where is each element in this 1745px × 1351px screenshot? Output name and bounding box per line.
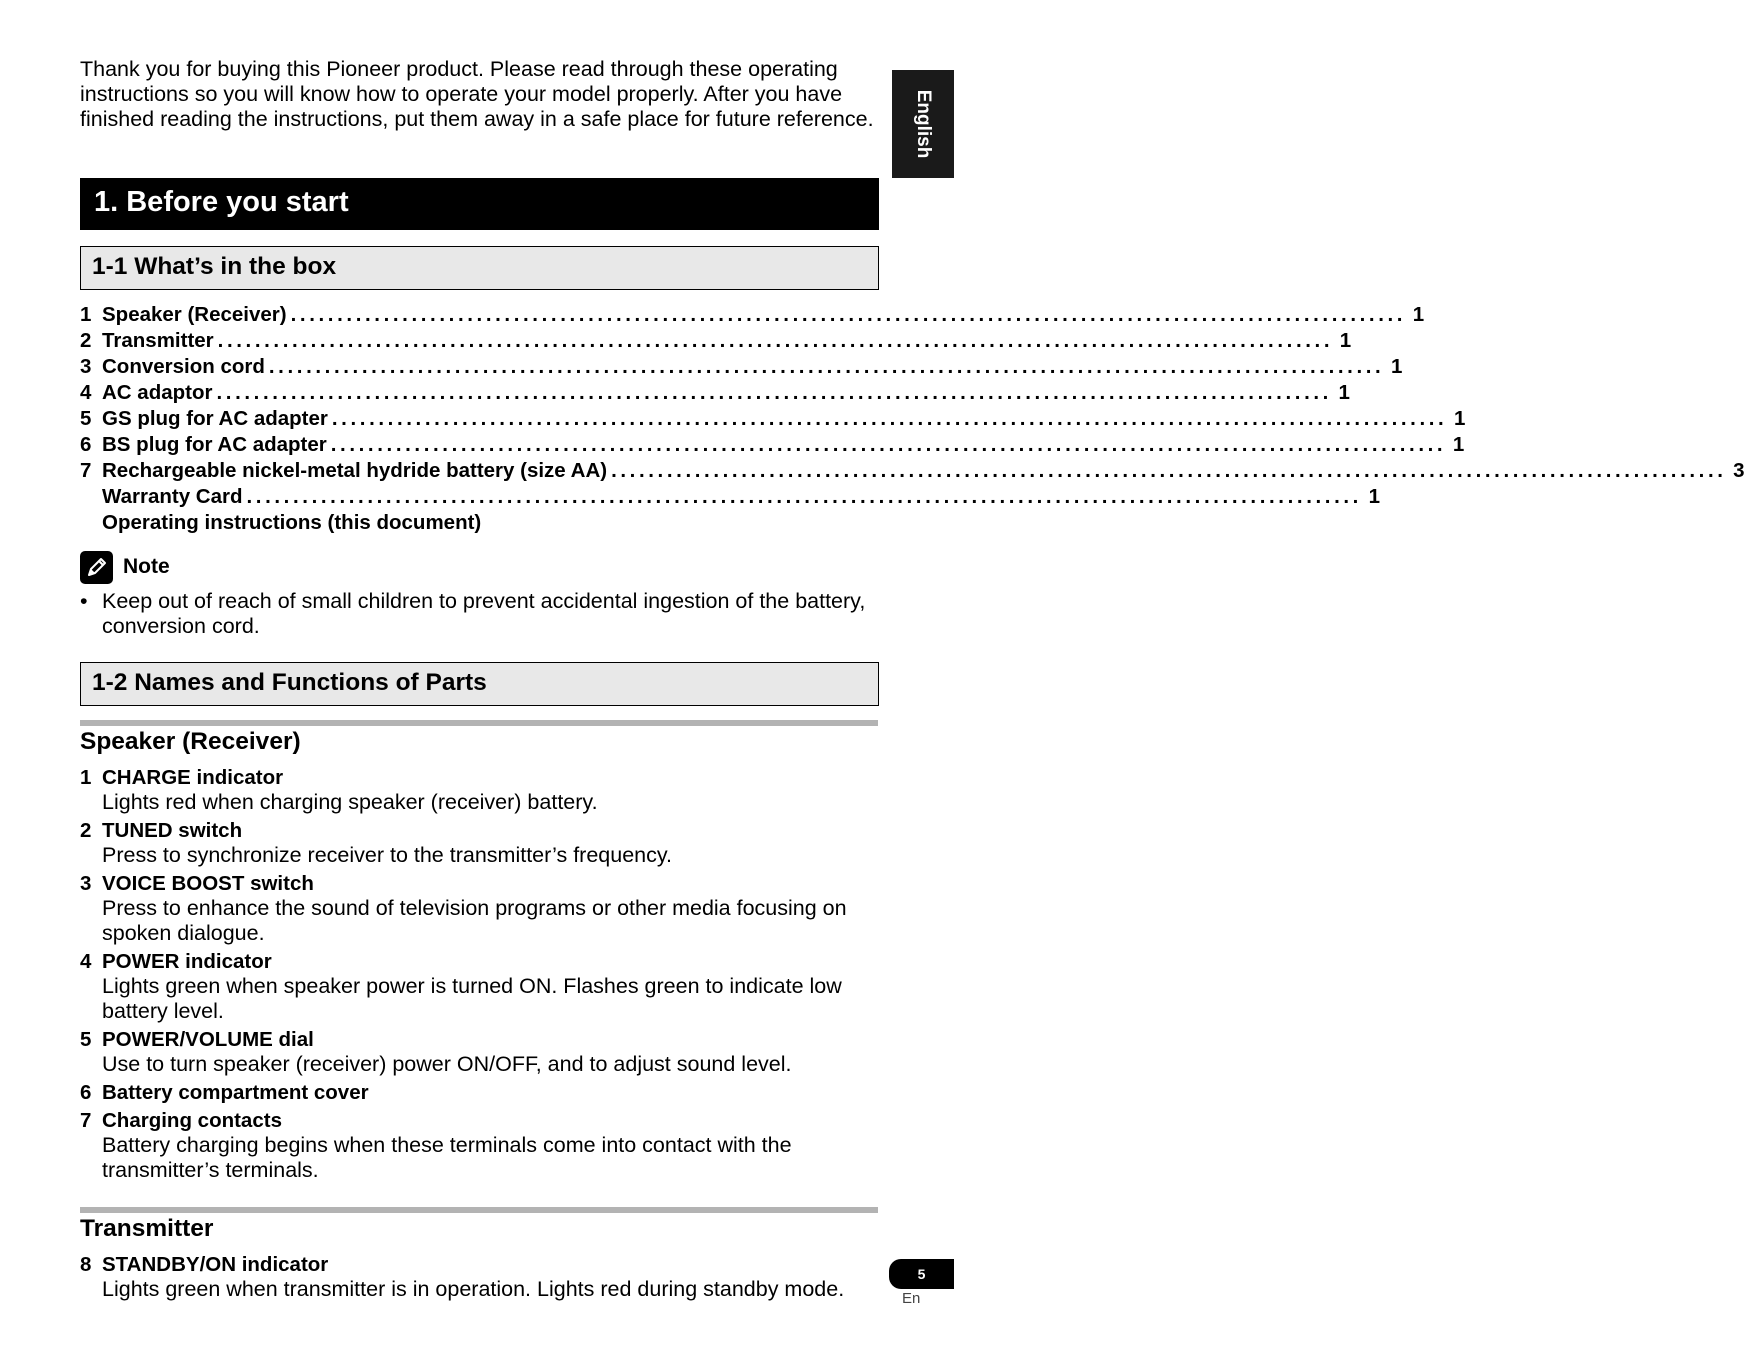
section-title-box-contents: 1-1 What’s in the box bbox=[80, 246, 879, 290]
box-item bbox=[80, 354, 1403, 380]
box-item-number: 6 bbox=[80, 433, 92, 456]
divider-rule bbox=[80, 720, 878, 726]
box-contents-list bbox=[80, 302, 1745, 536]
part-item bbox=[80, 871, 880, 946]
part-description: Lights green when speaker power is turned ON. Flashes green to indicate low battery level. bbox=[102, 974, 842, 1023]
box-item bbox=[80, 406, 1466, 432]
part-title: Battery compartment cover bbox=[102, 1081, 369, 1104]
box-item-number: 4 bbox=[80, 381, 92, 404]
part-title: CHARGE indicator bbox=[102, 766, 284, 789]
part-description: Lights green when transmitter is in operation. Lights red during standby mode. bbox=[102, 1277, 845, 1301]
box-item-number bbox=[80, 484, 102, 510]
box-item-quantity: 3 bbox=[1733, 459, 1745, 482]
box-item-quantity: 1 bbox=[1412, 303, 1425, 326]
part-number: 8 bbox=[80, 1253, 92, 1276]
language-tab bbox=[892, 70, 954, 178]
transmitter-heading: Transmitter bbox=[80, 1215, 214, 1242]
part-title: STANDBY/ON indicator bbox=[102, 1253, 329, 1276]
speaker-heading: Speaker (Receiver) bbox=[80, 728, 301, 755]
part-number: 1 bbox=[80, 766, 92, 789]
chapter-title: 1. Before you start bbox=[80, 178, 879, 230]
leader-dots: ........................................................................................................................ bbox=[611, 459, 1727, 482]
box-item-name: Rechargeable nickel-metal hydride battery (size AA) bbox=[102, 459, 608, 482]
box-item-name: Conversion cord bbox=[102, 355, 265, 378]
part-item bbox=[80, 765, 880, 815]
note-label: Note bbox=[123, 555, 170, 578]
part-title: TUNED switch bbox=[102, 819, 243, 842]
leader-dots: ........................................................................................................................ bbox=[330, 433, 1447, 456]
leader-dots: ........................................................................................................................ bbox=[246, 485, 1362, 508]
part-number: 7 bbox=[80, 1109, 92, 1132]
part-title: POWER/VOLUME dial bbox=[102, 1028, 314, 1051]
box-item bbox=[80, 302, 1425, 328]
leader-dots: ........................................................................................................................ bbox=[216, 381, 1332, 404]
box-item-quantity: 1 bbox=[1453, 407, 1466, 430]
box-item-number: 1 bbox=[80, 303, 92, 326]
part-item bbox=[80, 1252, 880, 1302]
language-tab-label: English bbox=[913, 89, 934, 159]
part-item bbox=[80, 1027, 880, 1077]
box-item-quantity: 1 bbox=[1338, 381, 1350, 404]
part-description: Press to synchronize receiver to the transmitter’s frequency. bbox=[102, 843, 672, 867]
pencil-icon bbox=[80, 551, 113, 584]
part-description: Battery charging begins when these terminals come into contact with the transmitter’s terminals. bbox=[102, 1133, 792, 1182]
part-item bbox=[80, 1080, 880, 1105]
part-item bbox=[80, 1108, 880, 1183]
box-item-name: Operating instructions (this document) bbox=[102, 511, 482, 534]
part-number: 2 bbox=[80, 819, 92, 842]
note-text-block bbox=[80, 589, 870, 639]
box-item-quantity: 1 bbox=[1390, 355, 1403, 378]
divider-rule bbox=[80, 1207, 878, 1213]
intro-paragraph: Thank you for buying this Pioneer product. Please read through these operating instructions so you will know how to operate your model properly. After you have finished reading the instructions, put them away in a safe place for future reference. bbox=[80, 57, 874, 131]
box-item-number bbox=[80, 510, 102, 536]
box-item-name: GS plug for AC adapter bbox=[102, 407, 328, 430]
box-item-number: 7 bbox=[80, 459, 92, 482]
speaker-parts-list bbox=[80, 765, 880, 1186]
box-item-quantity: 1 bbox=[1452, 433, 1465, 456]
box-item bbox=[80, 484, 1380, 510]
box-item bbox=[80, 328, 1352, 354]
page-number: 5 bbox=[889, 1259, 954, 1289]
box-item-name: Warranty Card bbox=[102, 485, 243, 508]
leader-dots: ........................................................................................................................ bbox=[217, 329, 1334, 352]
box-item bbox=[80, 380, 1350, 406]
part-number: 4 bbox=[80, 950, 92, 973]
part-number: 3 bbox=[80, 872, 92, 895]
part-number: 5 bbox=[80, 1028, 92, 1051]
note-heading bbox=[80, 550, 170, 584]
part-item bbox=[80, 949, 880, 1024]
section-title-parts: 1-2 Names and Functions of Parts bbox=[80, 662, 879, 706]
leader-dots: ........................................................................................................................ bbox=[290, 303, 1407, 326]
part-description: Use to turn speaker (receiver) power ON/OFF, and to adjust sound level. bbox=[102, 1052, 792, 1076]
box-item-name: Transmitter bbox=[102, 329, 214, 352]
part-title: Charging contacts bbox=[102, 1109, 282, 1132]
page-language-code: En bbox=[902, 1290, 921, 1307]
part-description: Lights red when charging speaker (receiver) battery. bbox=[102, 790, 598, 814]
box-item bbox=[80, 432, 1465, 458]
part-item bbox=[80, 818, 880, 868]
box-item-number: 3 bbox=[80, 355, 92, 378]
box-item-name: AC adaptor bbox=[102, 381, 213, 404]
part-title: VOICE BOOST switch bbox=[102, 872, 314, 895]
note-text: Keep out of reach of small children to prevent accidental ingestion of the battery, conversion cord. bbox=[102, 589, 866, 638]
part-description: Press to enhance the sound of television programs or other media focusing on spoken dialogue. bbox=[102, 896, 847, 945]
box-item bbox=[80, 510, 865, 536]
part-number: 6 bbox=[80, 1081, 92, 1104]
box-item-number: 5 bbox=[80, 407, 92, 430]
box-item-quantity: 1 bbox=[1339, 329, 1352, 352]
leader-dots: ........................................................................................................................ bbox=[268, 355, 1385, 378]
transmitter-parts-list bbox=[80, 1252, 880, 1305]
box-item-name: Speaker (Receiver) bbox=[102, 303, 287, 326]
box-item bbox=[80, 458, 1745, 484]
box-item-number: 2 bbox=[80, 329, 92, 352]
box-item-quantity: 1 bbox=[1368, 485, 1380, 508]
box-item-name: BS plug for AC adapter bbox=[102, 433, 327, 456]
leader-dots: ........................................................................................................................ bbox=[331, 407, 1448, 430]
part-title: POWER indicator bbox=[102, 950, 272, 973]
bullet-marker: • bbox=[80, 589, 88, 613]
